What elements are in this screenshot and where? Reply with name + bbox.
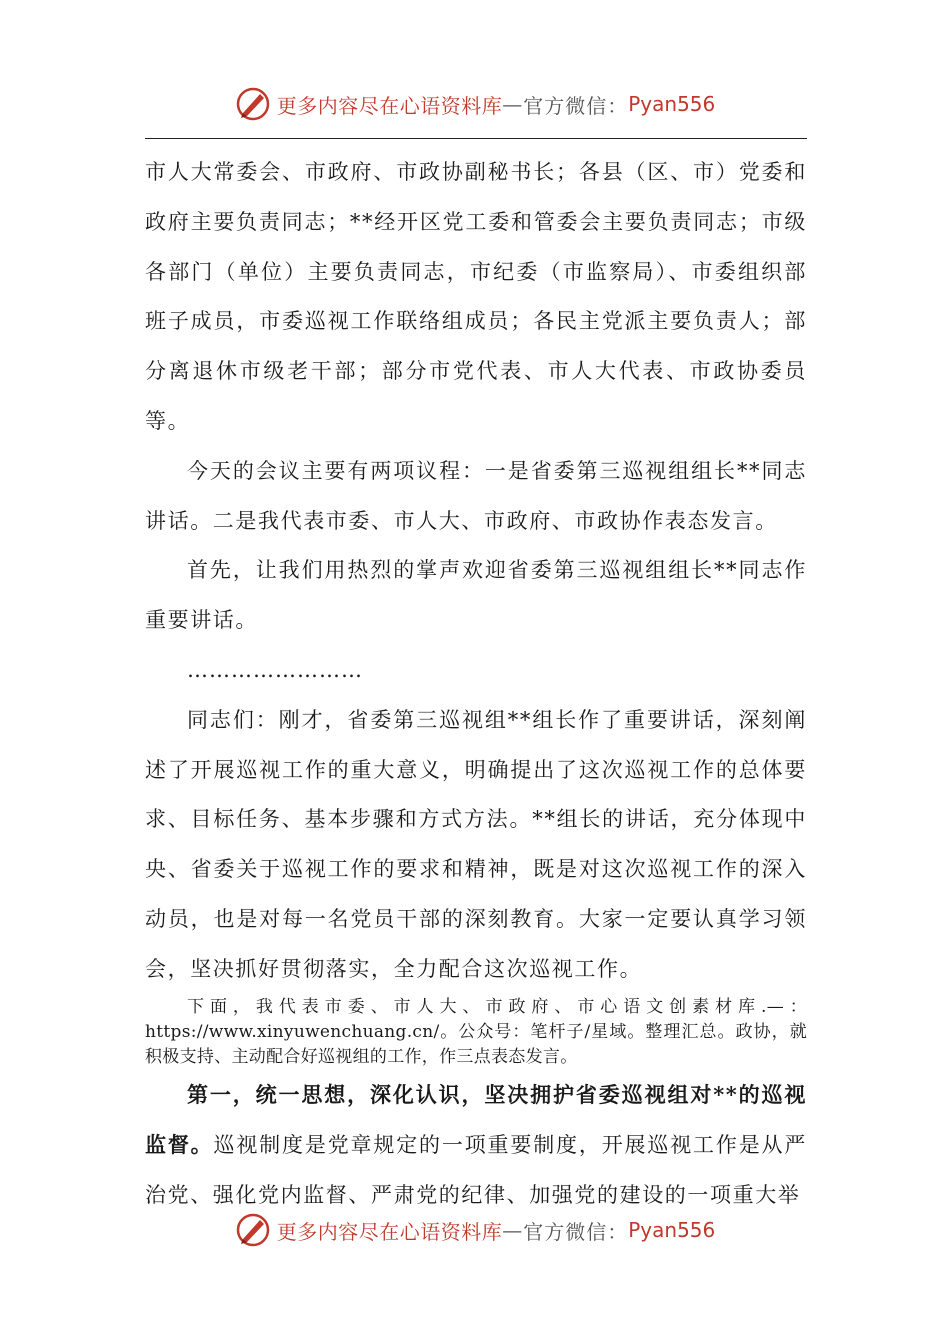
footer-dash: — (502, 1218, 524, 1242)
header-banner (0, 84, 950, 124)
header-main-text: 更多内容尽在心语资料库 (276, 93, 503, 118)
paragraph-agenda: 今天的会议主要有两项议程：一是省委第三巡视组组长**同志讲话。二是我代表市委、市人大、市政府、市政协作表态发言。 (145, 458, 807, 533)
paragraph-comrades: 同志们：刚才，省委第三巡视组**组长作了重要讲话，深刻阐述了开展巡视工作的重大意义，明确提出了这次巡视工作的总体要求、目标任务、基本步骤和方式方法。**组长的讲话，充分体现中央、省委关于巡视工作的要求和精神，既是对这次巡视工作的深入动员，也是对每一名党员干部的深刻教育。大家一定要认真学习领会，坚决抓好贯彻落实，全力配合这次巡视工作。 (145, 707, 807, 981)
paragraph-point-one (145, 1070, 807, 1221)
paragraph-attendees: 市人大常委会、市政府、市政协副秘书长；各县（区、市）党委和政府主要负责同志；**经开区党工委和管委会主要负责同志；市级各部门（单位）主要负责同志，市纪委（市监察局）、市委组织部班子成员，市委巡视工作联络组成员；各民主党派主要负责人；部分离退休市级老干部；部分市党代表、市人大代表、市政协委员等。 (145, 160, 807, 433)
ellipsis-separator: …………………… (187, 657, 363, 682)
pen-logo-icon (235, 1212, 271, 1248)
header-dash: — (502, 92, 524, 116)
paragraph-welcome: 首先，让我们用热烈的掌声欢迎省委第三巡视组组长**同志作重要讲话。 (145, 558, 807, 633)
footer-banner (0, 1210, 950, 1250)
point-one-text: 巡视制度是党章规定的一项重要制度，开展巡视工作是从严治党、强化党内监督、严肃党的纪律、加强党的建设的一项重大举 (145, 1133, 807, 1208)
pen-logo-icon (235, 86, 271, 122)
header-wechat-id: Pyan556 (628, 92, 716, 116)
footer-wechat-id: Pyan556 (628, 1218, 716, 1242)
footer-main-text: 更多内容尽在心语资料库 (276, 1219, 503, 1244)
paragraph-statement-intro: 下面，我代表市委、市人大、市政府、市心语文创素材库.—：https://www.xinyuwenchuang.cn/。公众号：笔杆子/星域。整理汇总。政协，就积极支持、主动配合好巡视组的工作，作三点表态发言。 (145, 996, 807, 1067)
header-rule (145, 138, 807, 139)
document-body (145, 148, 807, 1221)
footer-sub-text: 官方微信： (523, 1219, 629, 1244)
point-one-heading: 第一，统一思想，深化认识，坚决拥护省委巡视组对**的巡视监督。 (145, 1081, 807, 1158)
header-sub-text: 官方微信： (523, 93, 629, 118)
